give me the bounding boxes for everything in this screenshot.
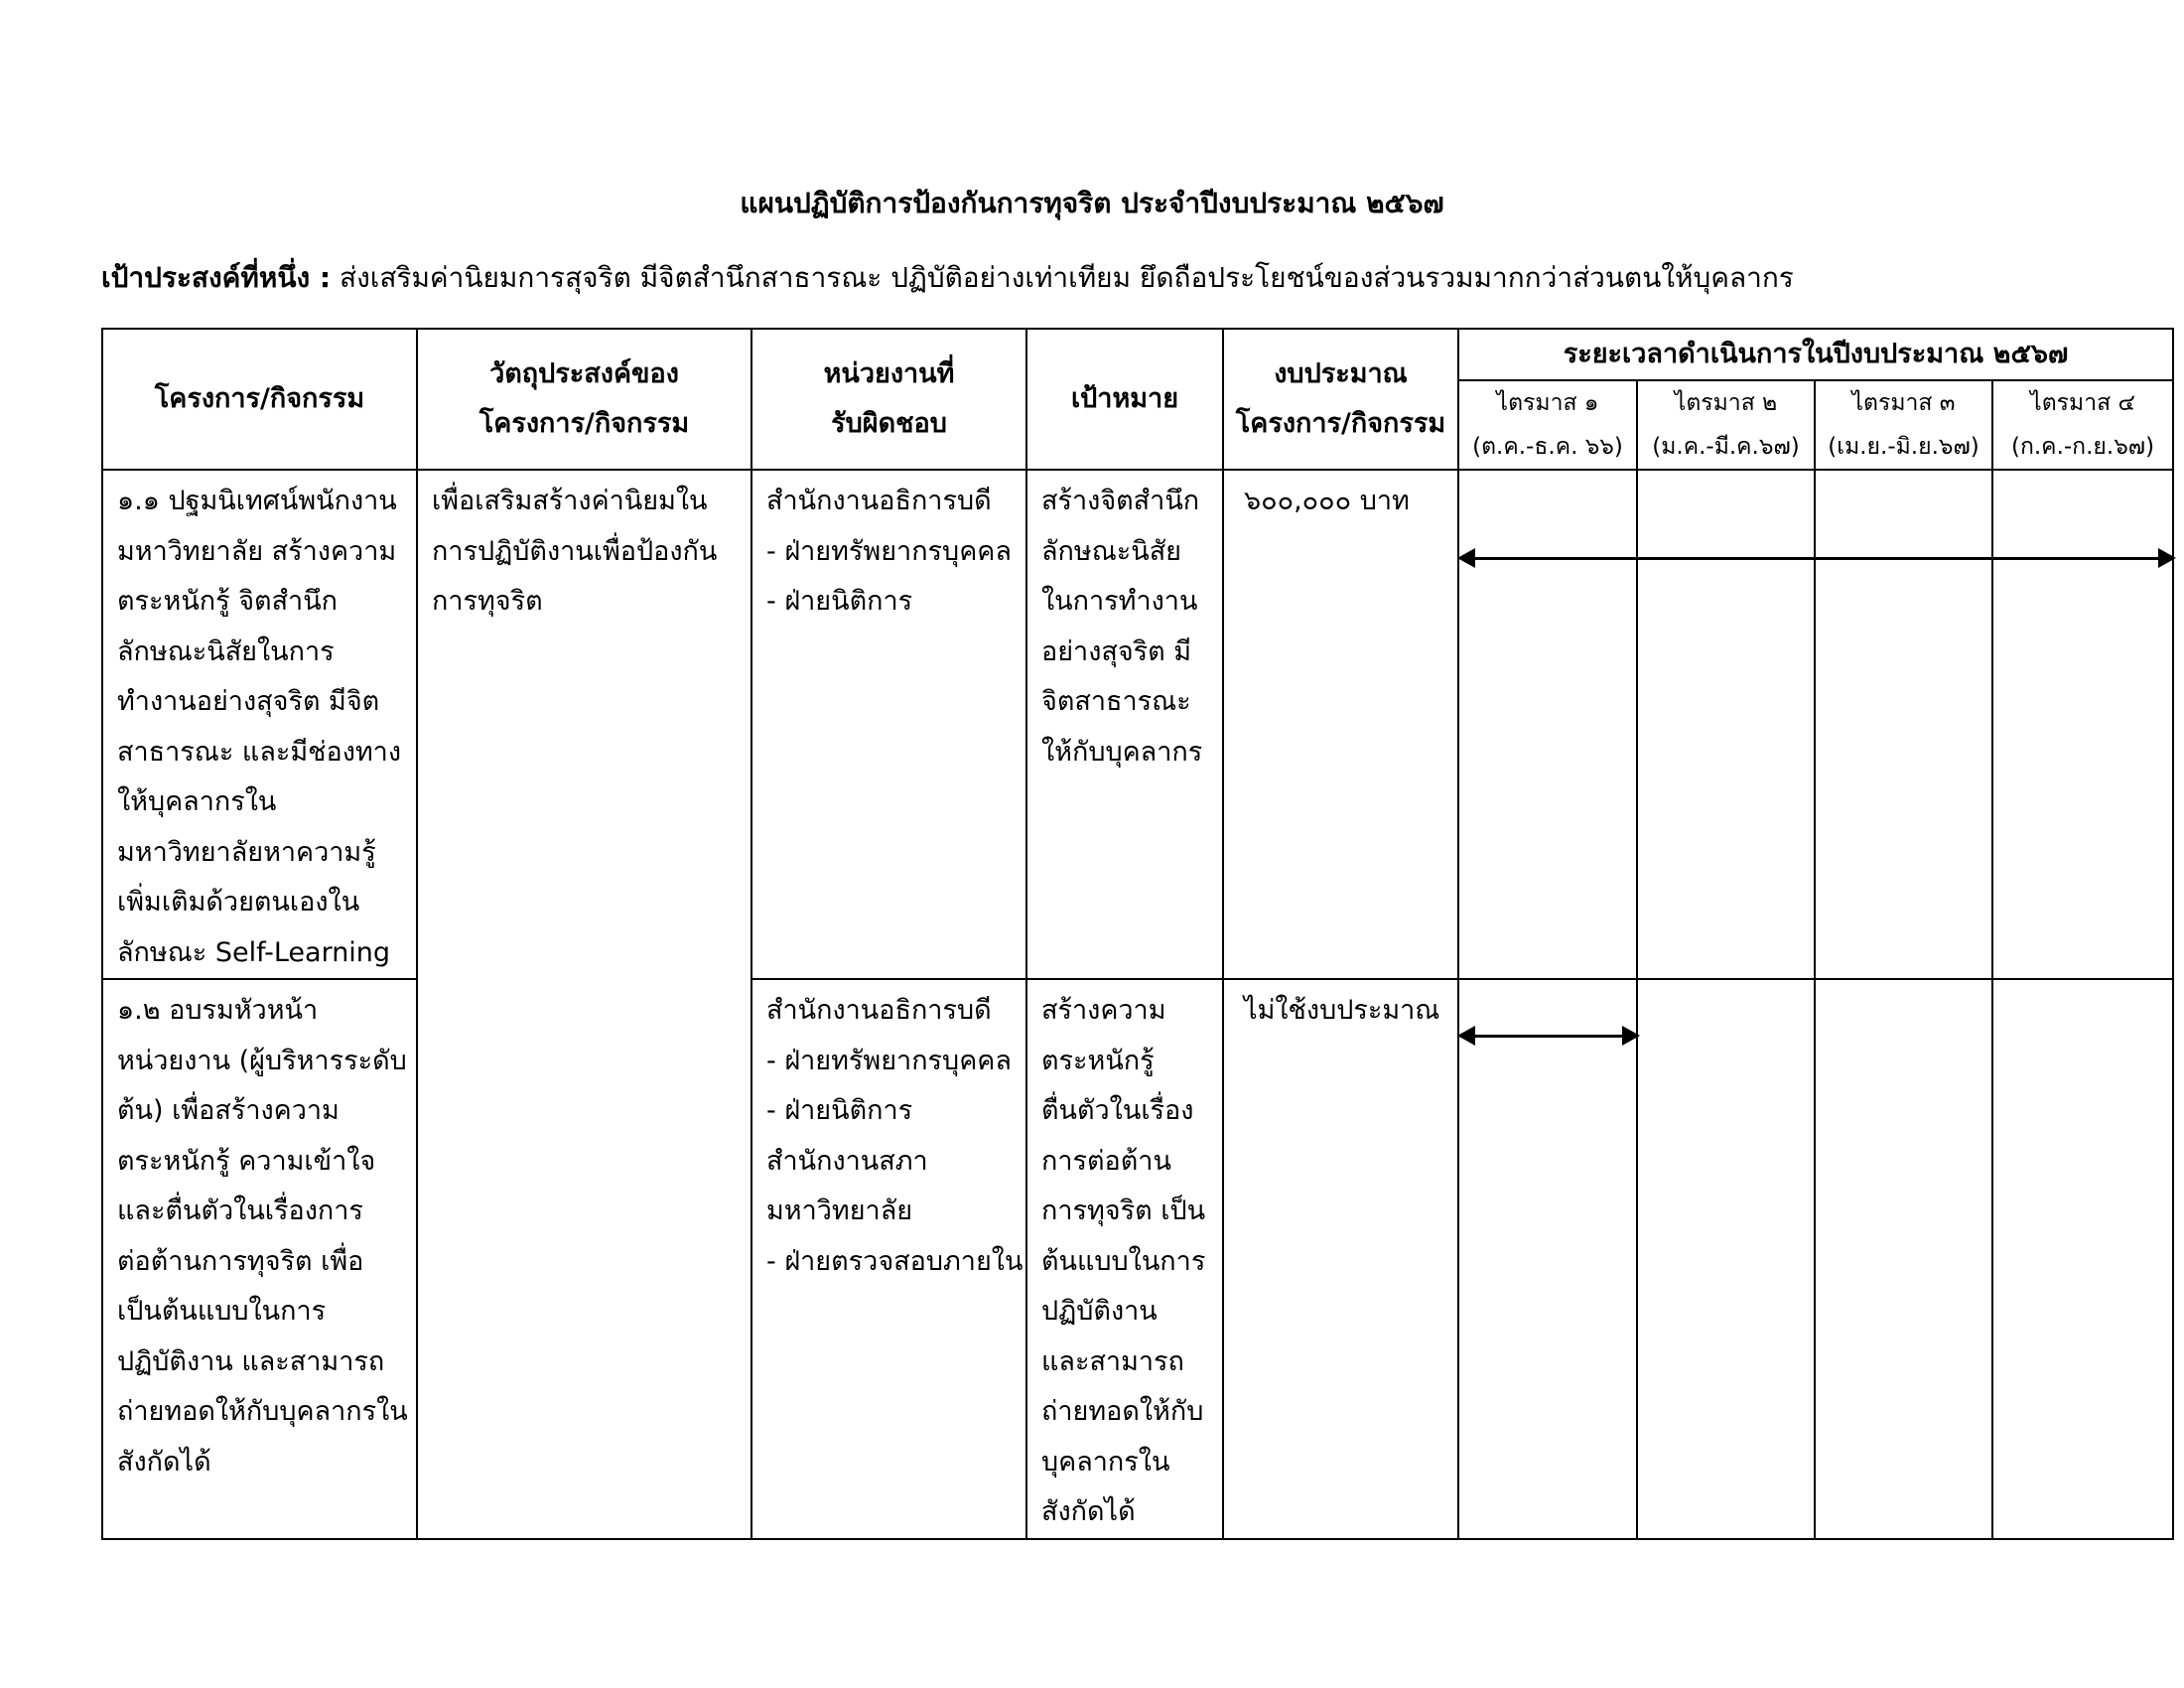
objective-label: เป้าประสงค์ที่หนึ่ง :	[101, 261, 332, 294]
header-project: โครงการ/กิจกรรม	[102, 329, 417, 470]
row1-unit: สำนักงานอธิการบดี - ฝ่ายทรัพยากรบุคคล - ฝ่ายนิติการ	[751, 470, 1026, 979]
row2-q1	[1458, 979, 1637, 1539]
row1-q3	[1815, 470, 1992, 979]
row1-q4	[1992, 470, 2173, 979]
row2-project: ๑.๒ อบรมหัวหน้า หน่วยงาน (ผู้บริหารระดับ ต้น) เพื่อสร้างความ ตระหนักรู้ ความเข้าใจ และตื่นตัวในเรื่องการ ต่อต้านการทุจริต เพื่อ เป็นต้นแบบในการ ปฏิบัติงาน และสามารถ ถ่ายทอดให้กับบุคลากรใน สังกัดได้	[102, 979, 417, 1539]
header-objective: วัตถุประสงค์ของ โครงการ/กิจกรรม	[417, 329, 751, 470]
row1-q1	[1458, 470, 1637, 979]
row2-q2	[1637, 979, 1815, 1539]
objective-line	[101, 256, 2166, 300]
header-quarter-1: ไตรมาส ๑ (ต.ค.-ธ.ค. ๖๖)	[1458, 380, 1637, 470]
row2-q3	[1815, 979, 1992, 1539]
header-quarter-2: ไตรมาส ๒ (ม.ค.-มี.ค.๖๗)	[1637, 380, 1815, 470]
row2-q4	[1992, 979, 2173, 1539]
row2-unit: สำนักงานอธิการบดี - ฝ่ายทรัพยากรบุคคล - ฝ่ายนิติการ สำนักงานสภา มหาวิทยาลัย - ฝ่ายตรวจสอบภายใน	[751, 979, 1026, 1539]
header-quarter-3: ไตรมาส ๓ (เม.ย.-มิ.ย.๖๗)	[1815, 380, 1992, 470]
header-quarter-4: ไตรมาส ๔ (ก.ค.-ก.ย.๖๗)	[1992, 380, 2173, 470]
row2-target: สร้างความ ตระหนักรู้ ตื่นตัวในเรื่อง การต่อต้าน การทุจริต เป็น ต้นแบบในการ ปฏิบัติงาน และสามารถ ถ่ายทอดให้กับ บุคลากรใน สังกัดได้	[1026, 979, 1223, 1539]
header-budget: งบประมาณ โครงการ/กิจกรรม	[1223, 329, 1458, 470]
document-title: แผนปฏิบัติการป้องกันการทุจริต ประจำปีงบประมาณ ๒๕๖๗	[740, 187, 1444, 219]
table-row	[102, 979, 2173, 1539]
objective-text: ส่งเสริมค่านิยมการสุจริต มีจิตสำนึกสาธารณะ ปฏิบัติอย่างเท่าเทียม ยึดถือประโยชน์ของส่วนรวมมากกว่าส่วนตนให้บุคลากร	[340, 261, 1794, 294]
row1-project: ๑.๑ ปฐมนิเทศน์พนักงาน มหาวิทยาลัย สร้างความ ตระหนักรู้ จิตสำนึก ลักษณะนิสัยในการ ทำงานอย่างสุจริต มีจิต สาธารณะ และมีช่องทาง ให้บุคลากรใน มหาวิทยาลัยหาความรู้ เพิ่มเติมด้วยตนเองใน ลักษณะ Self-Learning	[102, 470, 417, 979]
row2-budget: ไม่ใช้งบประมาณ	[1223, 979, 1458, 1539]
row1-objective: เพื่อเสริมสร้างค่านิยมใน การปฏิบัติงานเพื่อป้องกัน การทุจริต	[417, 470, 751, 1539]
row1-target: สร้างจิตสำนึก ลักษณะนิสัย ในการทำงาน อย่างสุจริต มี จิตสาธารณะ ให้กับบุคลากร	[1026, 470, 1223, 979]
action-plan-table	[101, 328, 2174, 1540]
row1-q2	[1637, 470, 1815, 979]
header-responsible-unit: หน่วยงานที่ รับผิดชอบ	[751, 329, 1026, 470]
table-row	[102, 470, 2173, 979]
header-period: ระยะเวลาดำเนินการในปีงบประมาณ ๒๕๖๗	[1458, 329, 2173, 380]
header-target: เป้าหมาย	[1026, 329, 1223, 470]
row1-budget: ๖๐๐,๐๐๐ บาท	[1223, 470, 1458, 979]
